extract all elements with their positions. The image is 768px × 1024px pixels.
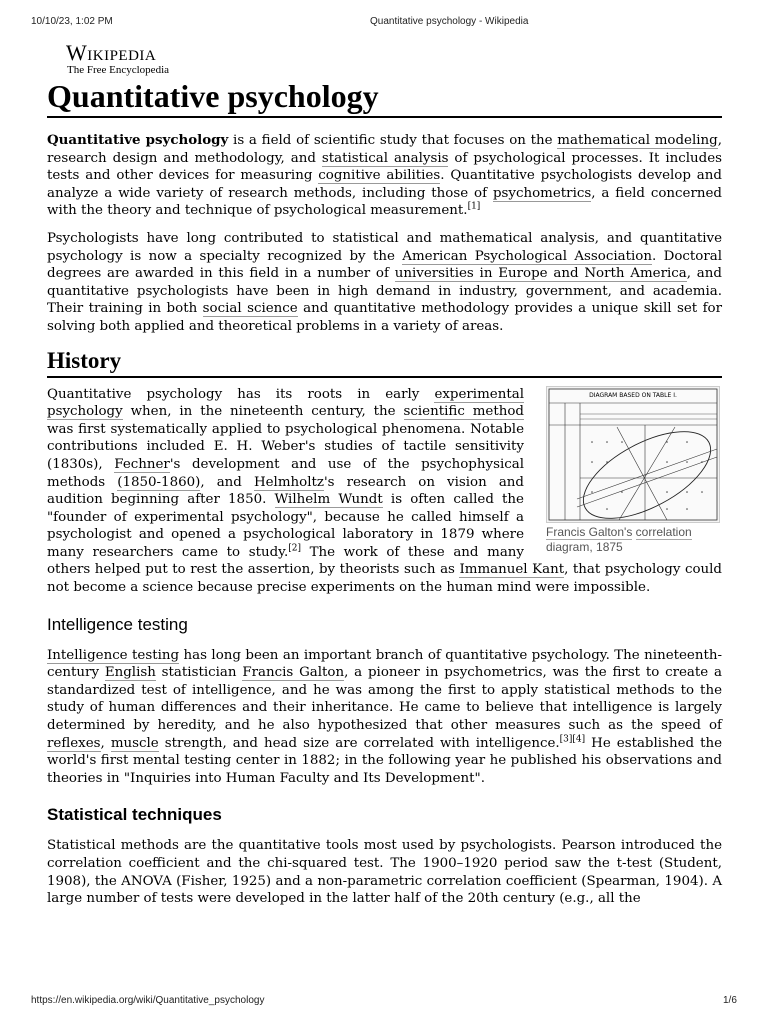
print-url: https://en.wikipedia.org/wiki/Quantitative_psychology [31,995,265,1006]
section-heading-statistical-techniques: Statistical techniques [47,805,222,825]
text-run: , and [200,474,254,490]
text-run: was first systematically applied to psychological phenomena. Notable contributions included E. H. Weber's studies of tactile sensitivity (1830s), [47,421,524,472]
intelligence-paragraph [47,647,722,788]
text-run: 's research on vision and audition beginning after 1850. [47,474,525,508]
print-title: Quantitative psychology - Wikipedia [370,16,529,27]
citation-link[interactable]: [1] [467,201,481,212]
text-run: Psychologists have long contributed to statistical and mathematical analysis, and quantitative psychology is now a specialty recognized by the [47,230,722,264]
text-run: diagram, 1875 [546,539,623,554]
text-run: strength, and head size are correlated with intelligence. [158,735,560,751]
intro-paragraph [47,230,722,336]
logo-wordmark: Wikipedia [66,40,157,65]
print-page-number: 1/6 [723,995,737,1006]
text-run: , [100,735,111,751]
wikipedia-logo[interactable] [47,42,722,76]
wiki-link[interactable]: cognitive abilities [318,168,441,184]
text-run: . Doctoral degrees are awarded in this field in a number of [47,248,723,282]
wiki-link[interactable]: (1850-1860) [117,474,201,490]
text-run: has long been an important branch of quantitative psychology. The nineteenth-century [47,647,722,681]
wiki-link[interactable]: American Psychological Association [402,248,652,264]
text-run: of psychological processes. It includes tests and other devices for measuring [47,150,722,184]
text-run: . Quantitative psychologists develop and analyze a wide variety of research methods, including those of [47,168,722,201]
text-run: , that psychology could not become a science because precise experiments on the human mind were impossible. [47,562,722,596]
wiki-link[interactable]: reflexes [47,735,101,751]
logo-tagline: The Free Encyclopedia [67,64,170,76]
text-run: , a field concerned with the theory and technique of psychological measurement. [47,185,722,219]
wiki-link[interactable]: Helmholtz [253,474,324,490]
article [47,42,722,918]
wiki-link[interactable]: social science [202,301,298,317]
wiki-link[interactable]: Immanuel Kant [459,562,565,578]
text-run: statistician [155,665,243,681]
wiki-link[interactable]: muscle [110,735,159,751]
figure-galton [546,386,722,555]
section-heading-intelligence-testing: Intelligence testing [47,614,188,634]
wiki-link[interactable]: Intelligence testing [47,647,180,663]
wiki-link[interactable]: scientific method [403,404,524,420]
text-run: He established the world's first mental testing center in 1882; in the following year he published his observations and theories in "Inquiries into Human Faculty and Its Development". [47,735,723,786]
figure-title: DIAGRAM BASED ON TABLE I. [589,391,677,399]
text-run: is often called the "founder of experimental psychology", because he called himself a psychologist and opened a psychological laboratory in 1879 where many researchers came to study. [47,492,524,560]
text-run: when, in the nineteenth century, the [122,404,404,420]
wiki-link[interactable]: English [104,665,156,681]
text-run: , and quantitative psychologists have been in high demand in industry, government, and academia. Their training in both [47,266,722,317]
intro-paragraph [47,132,722,220]
statistical-paragraph [47,837,722,907]
wiki-link[interactable]: experimental psychology [47,386,524,420]
section-heading-history: History [47,348,722,378]
wiki-link[interactable]: universities in Europe and North America [394,266,687,282]
galton-correlation-diagram-image[interactable] [546,386,720,523]
citation-link[interactable]: [2] [288,543,301,554]
text-run: , a pioneer in psychometrics, was the first to create a standardized test of intelligence, and he was among the first to apply statistical methods to the study of human differences and their inheritance. He came to believe that intelligence is largely determined by heredity, and he also hypothesized that other measures such as the speed of [47,665,722,734]
wiki-link[interactable]: Francis Galton's [546,524,633,539]
text-run: Statistical methods are the quantitative tools most used by psychologists. Pearson introduced the correlation coefficient and the chi-squared test. The 1900–1920 period saw the t-test (Student, 1908), the ANOVA (Fisher, 1925) and a non-parametric correlation coefficient (Spearman, 1904). A large number of tests were developed in the latter half of the 20th century (e.g., all the [47,838,722,907]
text-run: The work of these and many others helped put to rest the assertion, by theorists such as [47,544,524,578]
wiki-link[interactable]: correlation [635,524,692,539]
text-run: 's development and use of the psychophysical methods [47,456,524,490]
bold-term: Quantitative psychology [47,132,229,148]
wiki-link[interactable]: Francis Galton [242,665,345,681]
text-run: is a field of scientific study that focuses on the [228,133,558,148]
wiki-link[interactable]: Wilhelm Wundt [274,492,383,508]
text-run: Quantitative psychology has its roots in early [47,386,435,402]
figure-caption [546,525,722,555]
wiki-link[interactable]: statistical analysis [321,150,449,166]
print-datetime: 10/10/23, 1:02 PM [31,16,113,27]
text-run: and quantitative methodology provides a unique skill set for solving both applied and theoretical problems in a variety of areas. [47,301,723,334]
citation-link[interactable]: [3][4] [559,734,586,745]
text-run: , research design and methodology, and [47,133,722,166]
wiki-link[interactable]: psychometrics [492,185,592,201]
wiki-link[interactable]: mathematical modeling [557,133,718,148]
page-title: Quantitative psychology [47,78,722,118]
wiki-link[interactable]: Fechner [114,456,170,472]
